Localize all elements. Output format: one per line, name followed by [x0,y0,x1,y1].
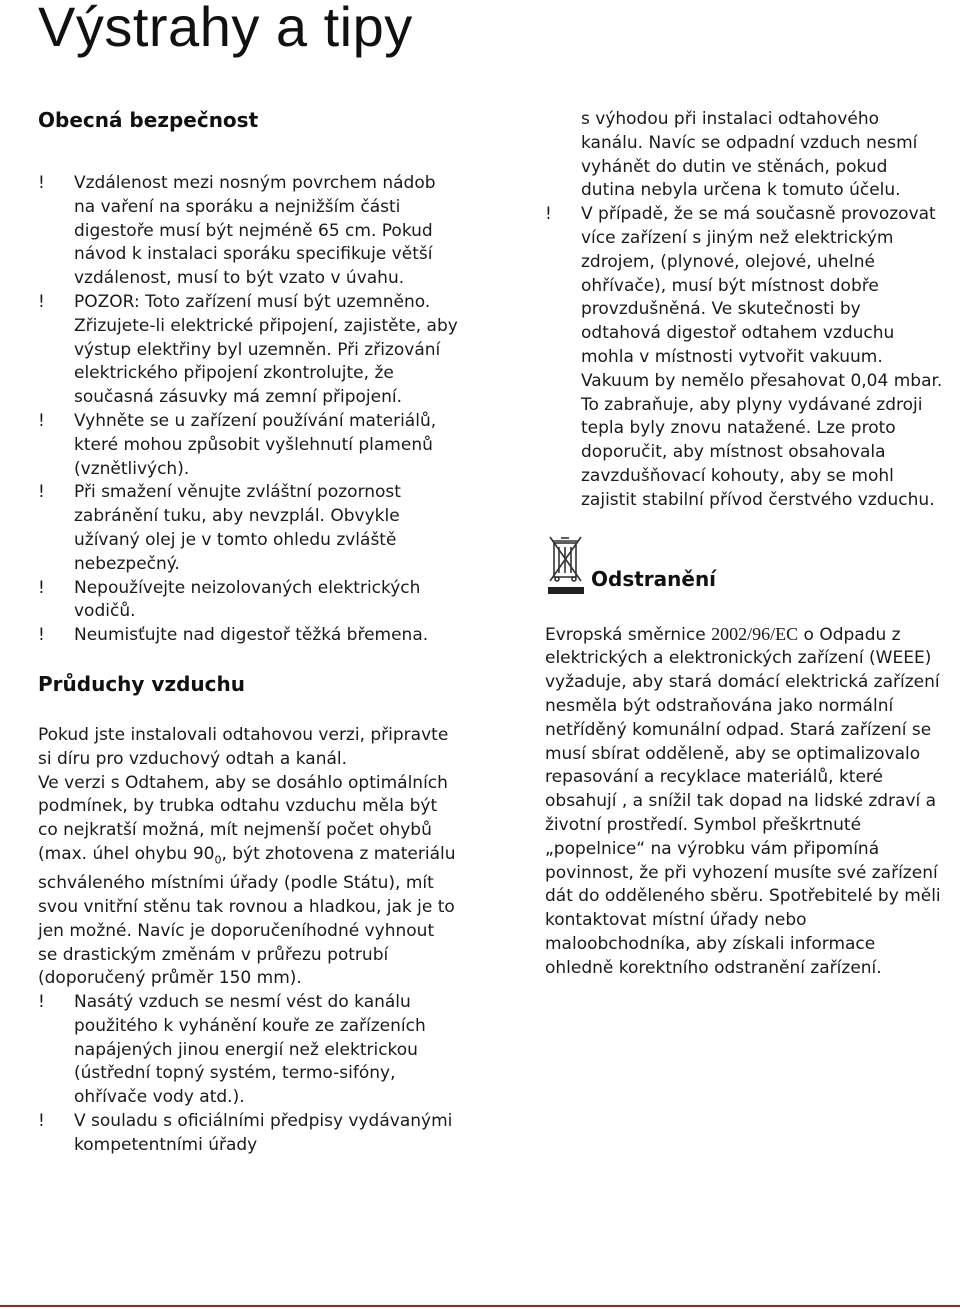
air-vent-bullet-2: ! V souladu s oficiálními předpisy vydávanými kompetentními úřady [38,1111,453,1155]
right-column [545,108,945,981]
safety-bullet-6: ! Neumisťujte nad digestoř těžká břemena. [38,625,429,646]
safety-bullet-4: ! Při smažení věnujte zvláštní pozornost zabránění tuku, aby nevzplál. Obvykle užívaný olej je v tomto ohledu zvláště nebezpečný. [38,482,401,574]
disposal-heading-row [545,533,945,599]
safety-bullet-3: ! Vyhněte se u zařízení používání materiálů, které mohou způsobit vyšlehnutí plamenů (vznětlivých). [38,410,437,479]
air-vent-paragraph-2: Ve verzi s Odtahem, aby se dosáhlo optimálních podmínek, by trubka odtahu vzduchu měla být co nejkratší možná, mít nejmenší počet ohybů (max. úhel ohybu $90_0$, být zhotovena z materiálu schváleného místními úřady (podle Státu), mít svou vnitřní stěnu tak rovnou a hladkou, jak je to jen možné. Navíc je doporučeníhodné vyhnout se drastickým změnám v průřezu potrubí (doporučený průměr 150 mm). [38,772,456,989]
left-column [38,108,458,1158]
page-title: Výstrahy a tipy [38,0,413,58]
safety-bullet-5: ! Nepoužívejte neizolovaných elektrických vodičů. [38,577,421,622]
air-vent-bullet-1: ! Nasátý vzduch se nesmí vést do kanálu použitého k vyhánění kouře ze zařízeních napájených jinou energií než elektrickou (ústřední topný systém, termo-sifóny, ohřívače vody atd.). [38,992,426,1108]
ventilation-bullet: ! V případě, že se má současně provozovat více zařízení s jiným než elektrickým zdrojem, (plynové, olejové, uhelné ohřívače), musí být místnost dobře provzdušněná. Ve skutečnosti by odtahová digestoř odtahem vzduchu mohla v místnosti vytvořit vakuum. Vakuum by nemělo přesahovat 0,04 mbar. To zabraňuje, aby plyny vydávané zdroji tepla byly znovu natažené. Lze proto doporučit, aby místnost obsahovala zavzdušňovací kohouty, aby se mohl zajistit stabilní přívod čerstvého vzduchu. [545,204,943,510]
crossed-out-wheelie-bin-icon [545,533,587,599]
air-vent-paragraph-1: Pokud jste instalovali odtahovou verzi, připravte si díru pro vzduchový odtah a kanál. [38,724,449,769]
disposal-paragraph: Evropská směrnice 2002/96/EC o Odpadu z elektrických a elektronických zařízení (WEEE) vyžaduje, aby stará domácí elektrická zařízení nesměla být odstraňována jako normální netříděný komunální odpad. Stará zařízení se musí sbírat odděleně, aby se optimalizovalo repasování a recyklace materiálů, které obsahují , a snížil tak dopad na lidské zdraví a životní prostředí. Symbol přeškrtnuté „popelnice“ na výrobku vám připomíná povinnost, že při vyhození musíte své zařízení dát do odděleného sběru. Spotřebitelé by měli kontaktovat místní úřady nebo maloobchodníka, aby získali informace ohledně korektního odstranění zařízení. [545,623,941,978]
safety-bullet-1: ! Vzdálenost mezi nosným povrchem nádob na vaření na sporáku a nejnižším části digestoře musí být nejméně 65 cm. Pokud návod k instalaci sporáku specifikuje větší vzdálenost, musí to být vzato v úvahu. [38,173,436,289]
bottom-divider [0,1305,960,1307]
section-heading-general-safety: Obecná bezpečnost [38,108,259,132]
continued-paragraph: s výhodou při instalaci odtahového kanálu. Navíc se odpadní vzduch nesmí vyhánět do dutin ve stěnách, pokud dutina nebyla určena k tomuto účelu. [581,109,918,201]
section-heading-air-vents: Průduchy vzduchu [38,671,245,696]
safety-bullet-2: ! POZOR: Toto zařízení musí být uzemněno. Zřizujete-li elektrické připojení, zajistěte, aby výstup elektřiny byl uzemněn. Při zřizování elektrického připojení zkontrolujte, že současná zásuvky má zemní připojení. [38,291,458,408]
section-heading-disposal: Odstranění [591,566,717,591]
